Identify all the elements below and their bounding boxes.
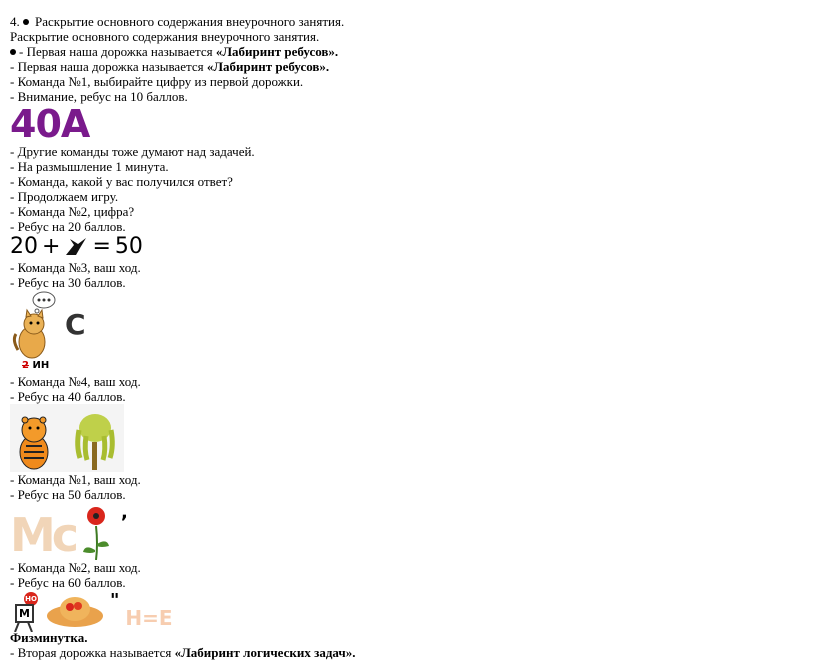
text-line: [10, 59, 810, 74]
text-line: - Другие команды тоже думают над задачей.: [10, 144, 255, 159]
rebus-letter: С: [65, 308, 86, 341]
rebus-40a: 40А: [10, 102, 90, 146]
text-line: - Команда №1, ваш ход.: [10, 472, 141, 487]
rebus-comma: ,: [121, 502, 128, 523]
section-title: Раскрытие основного содержания внеурочного занятия.: [35, 14, 345, 29]
text-line: - Команда №1, выбирайте цифру из первой дорожки.: [10, 74, 304, 89]
no-badge: НО: [24, 592, 38, 606]
bullet-icon: [10, 49, 16, 55]
m-letter-box: М: [15, 604, 34, 623]
rebus-letters: Мс: [10, 508, 76, 562]
rebus-number: 50: [114, 234, 143, 259]
rebus-tiger-willow: [10, 404, 124, 472]
willow-tree-icon: [68, 406, 122, 472]
text-span: - Первая наша дорожка называется: [10, 59, 207, 74]
text-line: Раскрытие основного содержания внеурочного занятия.: [10, 29, 320, 44]
text-line: - Команда №3, ваш ход.: [10, 260, 141, 275]
text-line: - Ребус на 20 баллов.: [10, 219, 126, 234]
straw-hat-icon: [46, 592, 104, 630]
bullet-icon: [23, 19, 29, 25]
text-line: Физминутка.: [10, 630, 88, 645]
rebus-mc-poppy: [10, 502, 810, 560]
plus-sign: +: [42, 234, 61, 259]
caption-number: 2: [22, 360, 29, 371]
poppy-flower-icon: [79, 504, 117, 560]
text-line: - Ребус на 60 баллов.: [10, 575, 126, 590]
tiger-icon: [10, 406, 60, 472]
text-line: - Ребус на 40 баллов.: [10, 389, 126, 404]
text-line: - На размышление 1 минута.: [10, 159, 169, 174]
text-line: - Ребус на 30 баллов.: [10, 275, 126, 290]
section-number: 4.: [10, 14, 20, 29]
text-line: [10, 44, 810, 59]
bold-text: «Лабиринт ребусов».: [215, 44, 339, 59]
rebus-h-equals-e: Н=Е: [125, 606, 173, 630]
rebus-quote: ": [110, 590, 120, 611]
rebus-caption: [22, 360, 49, 371]
text-line: - Команда №2, ваш ход.: [10, 560, 141, 575]
text-line: - Внимание, ребус на 10 баллов.: [10, 89, 188, 104]
rebus-m-hat: [10, 590, 810, 630]
m-robot-figure: [10, 592, 40, 630]
equals-sign: =: [92, 234, 111, 259]
swallow-icon: [64, 237, 88, 257]
bold-text: «Лабиринт логических задач».: [174, 645, 356, 660]
text-span: - Первая наша дорожка называется: [19, 44, 216, 59]
text-line: [10, 645, 810, 660]
text-span: - Вторая дорожка называется: [10, 645, 175, 660]
text-line: - Команда, какой у вас получился ответ?: [10, 174, 233, 189]
text-line: - Продолжаем игру.: [10, 189, 119, 204]
caption-text: ИН: [32, 360, 50, 371]
text-line: - Команда №4, ваш ход.: [10, 374, 141, 389]
rebus-number: 20: [10, 234, 38, 259]
bold-text: «Лабиринт ребусов».: [206, 59, 330, 74]
text-line: - Ребус на 50 баллов.: [10, 487, 126, 502]
text-line: - Команда №2, цифра?: [10, 204, 135, 219]
rebus-20-plus-bird: [10, 234, 810, 260]
rebus-cat: [10, 290, 810, 374]
document: [10, 14, 810, 660]
legs-icon: [10, 622, 40, 632]
section-heading: [10, 14, 810, 29]
